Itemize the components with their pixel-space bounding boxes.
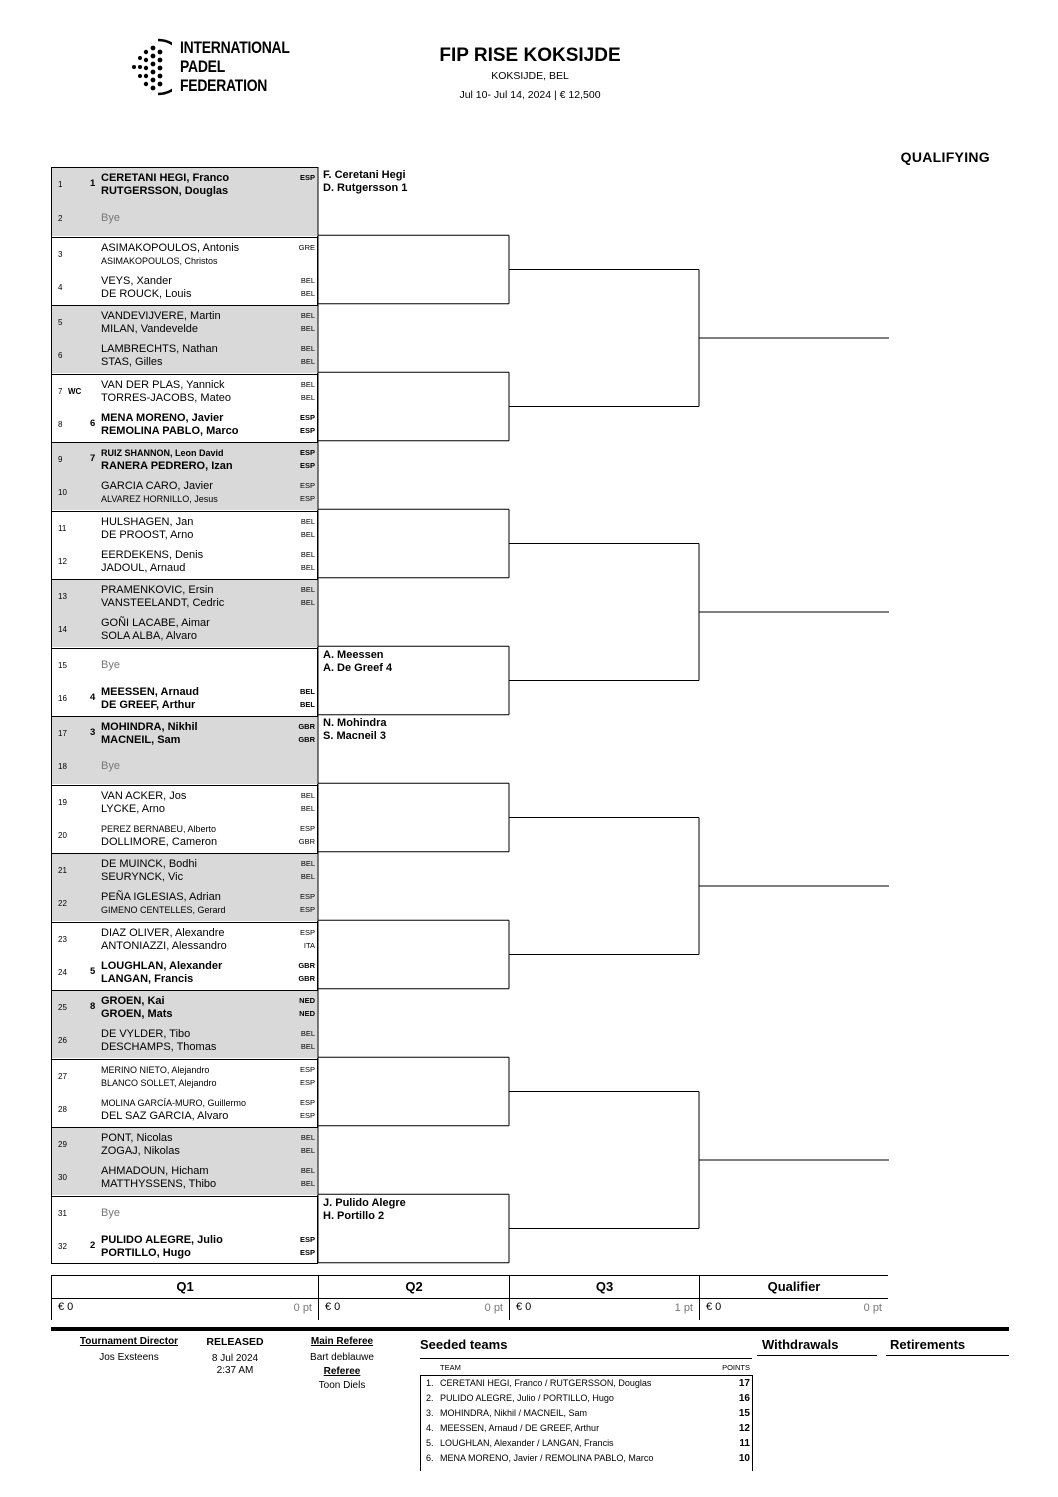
player-2-name: ASIMAKOPOULOS, Christos bbox=[101, 255, 218, 266]
player-1-country: BEL bbox=[300, 549, 315, 559]
player-2-name: MATTHYSSENS, Thibo bbox=[101, 1178, 217, 1191]
player-1-name: VANDEVIJVERE, Martin bbox=[101, 310, 221, 322]
player-1-name: VAN ACKER, Jos bbox=[101, 789, 187, 802]
seeded-team-name: MEESSEN, Arnaud / DE GREEF, Arthur bbox=[440, 1423, 600, 1433]
player-1-name: MOLINA GARCÍA-MURO, Guillermo bbox=[101, 1097, 247, 1108]
footer-rule bbox=[51, 1327, 1009, 1331]
player-1-name: PONT, Nicolas bbox=[101, 1132, 173, 1144]
player-2-name: ANTONIAZZI, Alessandro bbox=[101, 939, 227, 952]
round-prize-money: € 0 bbox=[516, 1301, 532, 1313]
slot-number: 21 bbox=[58, 866, 67, 875]
player-2-country: ESP bbox=[299, 494, 315, 504]
player-2-country: ESP bbox=[299, 1077, 315, 1087]
player-1-country: ESP bbox=[299, 823, 315, 833]
player-2-country: BEL bbox=[300, 699, 315, 709]
retirements-title: Retirements bbox=[890, 1337, 966, 1352]
round-points: 1 pt bbox=[674, 1302, 693, 1314]
round-name: Q2 bbox=[405, 1279, 423, 1294]
seed-index: 3. bbox=[426, 1408, 434, 1418]
seeded-team-row bbox=[420, 1421, 752, 1436]
player-2-country: BEL bbox=[300, 288, 315, 298]
player-2-country: BEL bbox=[300, 1146, 315, 1155]
slot-number: 30 bbox=[58, 1173, 67, 1183]
player-2-name: DEL SAZ GARCIA, Alvaro bbox=[101, 1109, 229, 1122]
winner-player-2: S. Macneil 3 bbox=[323, 730, 386, 742]
player-1-country: ESP bbox=[299, 927, 315, 937]
player-2-country: ESP bbox=[299, 1247, 315, 1257]
winner-player-2: A. De Greef 4 bbox=[323, 661, 393, 674]
player-2-name: MACNEIL, Sam bbox=[101, 734, 181, 746]
points-column-header: POINTS bbox=[722, 1363, 750, 1372]
player-2-name: SOLA ALBA, Alvaro bbox=[101, 630, 198, 643]
player-2-country: BEL bbox=[300, 357, 315, 367]
slot-number: 10 bbox=[58, 488, 67, 498]
player-1-name: PULIDO ALEGRE, Julio bbox=[101, 1233, 223, 1246]
seeded-team-points: 10 bbox=[738, 1453, 750, 1464]
slot-number: 8 bbox=[58, 419, 63, 429]
round-divider bbox=[52, 1298, 318, 1299]
slot-number: 22 bbox=[58, 899, 67, 909]
player-1-country: ESP bbox=[299, 412, 315, 422]
player-1-name: RUIZ SHANNON, Leon David bbox=[101, 448, 224, 458]
released-label: RELEASED bbox=[206, 1336, 264, 1348]
player-1-country: BEL bbox=[300, 686, 315, 696]
referee-name: Toon Diels bbox=[318, 1380, 366, 1391]
seeded-team-name: MENA MORENO, Javier / REMOLINA PABLO, Marco bbox=[440, 1453, 654, 1463]
player-1-name: GOÑI LACABE, Aimar bbox=[101, 617, 210, 630]
player-2-name: LYCKE, Arno bbox=[101, 802, 165, 815]
slot-number: 31 bbox=[58, 1208, 67, 1218]
player-1-country: NED bbox=[299, 996, 315, 1005]
winner-player-1: A. Meessen bbox=[323, 648, 384, 661]
player-2-country: NED bbox=[299, 1009, 315, 1018]
player-1-country: ESP bbox=[299, 448, 315, 457]
slot-number: 17 bbox=[58, 729, 67, 738]
q2-winner bbox=[323, 649, 392, 675]
seeded-team-points: 12 bbox=[738, 1423, 750, 1434]
player-1-country: BEL bbox=[300, 790, 315, 800]
player-1-country: ESP bbox=[299, 892, 315, 902]
seed-number: 6 bbox=[90, 417, 96, 429]
slot-number: 24 bbox=[58, 967, 67, 977]
bye-label: Bye bbox=[101, 658, 120, 671]
director-name: Jos Exsteens bbox=[99, 1352, 159, 1363]
tournament-title: FIP RISE KOKSIJDE bbox=[439, 45, 621, 66]
player-1-country: BEL bbox=[300, 1029, 315, 1039]
winner-player-1: J. Pulido Alegre bbox=[323, 1196, 406, 1209]
player-1-name: CERETANI HEGI, Franco bbox=[101, 172, 230, 184]
slot-number: 14 bbox=[58, 625, 67, 635]
seeded-team-row bbox=[420, 1406, 752, 1421]
player-1-country: GBR bbox=[298, 722, 315, 731]
tournament-director bbox=[66, 1336, 192, 1363]
slot-number: 23 bbox=[58, 934, 67, 944]
player-1-country: BEL bbox=[300, 275, 315, 285]
seeded-team-points: 17 bbox=[738, 1378, 750, 1389]
player-1-country: BEL bbox=[300, 1133, 315, 1142]
player-2-country: BEL bbox=[300, 392, 315, 402]
player-2-name: DE ROUCK, Louis bbox=[101, 287, 192, 300]
slot-number: 26 bbox=[58, 1036, 67, 1046]
round-cell bbox=[699, 1276, 888, 1320]
player-1-name: EERDEKENS, Denis bbox=[101, 548, 204, 561]
slot-number: 16 bbox=[58, 693, 67, 703]
seeded-team-row bbox=[420, 1391, 752, 1406]
player-1-name: GARCIA CARO, Javier bbox=[101, 480, 213, 493]
round-divider bbox=[700, 1298, 888, 1299]
player-2-name: DOLLIMORE, Cameron bbox=[101, 835, 218, 848]
player-2-country: ESP bbox=[299, 425, 315, 435]
draw-stage-label: QUALIFYING bbox=[900, 149, 990, 165]
q2-winner bbox=[323, 717, 387, 743]
seed-number: 7 bbox=[90, 453, 96, 464]
logo-line-1: INTERNATIONAL bbox=[180, 38, 290, 57]
player-1-name: ASIMAKOPOULOS, Antonis bbox=[101, 241, 240, 254]
player-2-name: MILAN, Vandevelde bbox=[101, 323, 199, 335]
player-2-name: ALVAREZ HORNILLO, Jesus bbox=[101, 494, 218, 505]
withdrawals-rule bbox=[757, 1355, 877, 1356]
player-1-country: BEL bbox=[300, 1166, 315, 1176]
player-1-country: BEL bbox=[300, 585, 315, 594]
player-2-name: DESCHAMPS, Thomas bbox=[101, 1041, 217, 1054]
slot-number: 2 bbox=[58, 214, 63, 224]
player-1-name: GROEN, Kai bbox=[101, 995, 165, 1007]
player-2-name: DE PROOST, Arno bbox=[101, 528, 194, 541]
winner-player-2: D. Rutgersson 1 bbox=[323, 182, 408, 194]
player-2-country: ITA bbox=[303, 940, 315, 950]
player-1-name: VAN DER PLAS, Yannick bbox=[101, 378, 225, 391]
seeded-team-row bbox=[420, 1451, 752, 1466]
director-label: Tournament Director bbox=[79, 1336, 179, 1347]
player-2-name: STAS, Gilles bbox=[101, 356, 163, 369]
player-1-country: ESP bbox=[299, 1097, 315, 1107]
seeded-team-row bbox=[420, 1436, 752, 1451]
seed-number: 4 bbox=[90, 691, 96, 703]
tournament-dates: Jul 10- Jul 14, 2024 | € 12,500 bbox=[459, 89, 601, 101]
player-2-country: BEL bbox=[300, 872, 315, 881]
main-referee-label: Main Referee bbox=[310, 1336, 374, 1347]
slot-number: 27 bbox=[58, 1071, 67, 1081]
seeded-team-name: PULIDO ALEGRE, Julio / PORTILLO, Hugo bbox=[440, 1393, 614, 1403]
player-1-country: BEL bbox=[300, 379, 315, 389]
player-2-country: BEL bbox=[300, 803, 315, 813]
player-2-country: BEL bbox=[300, 529, 315, 539]
player-1-name: MENA MORENO, Javier bbox=[101, 411, 224, 424]
player-2-country: ESP bbox=[299, 1110, 315, 1120]
winner-player-1: F. Ceretani Hegi bbox=[323, 169, 406, 181]
slot-number: 19 bbox=[58, 797, 67, 807]
player-1-name: PRAMENKOVIC, Ersin bbox=[101, 584, 214, 596]
seed-index: 5. bbox=[426, 1438, 434, 1448]
team-column-header: TEAM bbox=[440, 1363, 461, 1372]
round-cell bbox=[51, 1276, 318, 1320]
slot-number: 4 bbox=[58, 282, 63, 292]
round-prize-money: € 0 bbox=[706, 1301, 722, 1313]
player-1-name: DE VYLDER, Tibo bbox=[101, 1028, 191, 1041]
player-1-country: ESP bbox=[299, 1064, 315, 1074]
slot-number: 7 bbox=[58, 386, 63, 396]
player-2-name: DE GREEF, Arthur bbox=[101, 698, 196, 711]
release-info bbox=[195, 1336, 275, 1376]
slot-number: 32 bbox=[58, 1241, 67, 1251]
round-prize-table bbox=[51, 1275, 888, 1320]
seed-index: 2. bbox=[426, 1393, 434, 1403]
q2-winner bbox=[323, 1197, 406, 1223]
player-1-name: DIAZ OLIVER, Alexandre bbox=[101, 926, 225, 939]
player-1-name: DE MUINCK, Bodhi bbox=[101, 858, 197, 870]
player-2-name: REMOLINA PABLO, Marco bbox=[101, 424, 239, 437]
player-1-name: MOHINDRA, Nikhil bbox=[101, 721, 198, 733]
player-1-name: MERINO NIETO, Alejandro bbox=[101, 1064, 210, 1075]
seed-number: 5 bbox=[90, 965, 96, 977]
bye-label: Bye bbox=[101, 760, 120, 773]
player-1-country: GRE bbox=[298, 242, 315, 252]
seed-number: 2 bbox=[90, 1239, 96, 1251]
slot-number: 25 bbox=[58, 1003, 67, 1012]
seeded-team-points: 15 bbox=[738, 1408, 750, 1419]
player-2-country: GBR bbox=[298, 735, 315, 744]
slot-number: 9 bbox=[58, 455, 63, 464]
player-1-country: BEL bbox=[300, 859, 315, 868]
player-2-name: VANSTEELANDT, Cedric bbox=[101, 597, 225, 609]
player-1-country: ESP bbox=[299, 481, 315, 491]
player-2-country: BEL bbox=[300, 562, 315, 572]
slot-number: 1 bbox=[58, 180, 63, 189]
round-divider bbox=[510, 1298, 699, 1299]
player-2-country: GBR bbox=[298, 836, 315, 846]
player-2-name: GIMENO CENTELLES, Gerard bbox=[101, 905, 226, 916]
player-1-name: HULSHAGEN, Jan bbox=[101, 515, 194, 528]
round-prize-money: € 0 bbox=[325, 1301, 341, 1313]
round-points: 0 pt bbox=[863, 1302, 882, 1314]
seed-number: 8 bbox=[90, 1001, 96, 1012]
round-name: Q1 bbox=[176, 1279, 194, 1294]
player-2-name: BLANCO SOLLET, Alejandro bbox=[101, 1077, 217, 1088]
player-1-name: MEESSEN, Arnaud bbox=[101, 685, 199, 698]
player-2-name: TORRES-JACOBS, Mateo bbox=[101, 391, 231, 404]
player-2-name: RUTGERSSON, Douglas bbox=[101, 185, 229, 197]
seed-index: 6. bbox=[426, 1453, 434, 1463]
slot-number: 5 bbox=[58, 318, 63, 327]
player-2-country: BEL bbox=[300, 324, 315, 333]
released-date: 8 Jul 2024 bbox=[211, 1353, 259, 1364]
slot-number: 3 bbox=[58, 249, 63, 259]
round-name: Q3 bbox=[595, 1279, 614, 1294]
player-1-country: GBR bbox=[298, 960, 315, 970]
round-prize-money: € 0 bbox=[58, 1301, 74, 1313]
slot-number: 11 bbox=[58, 523, 67, 533]
player-1-name: PEÑA IGLESIAS, Adrian bbox=[101, 891, 221, 904]
winner-player-1: N. Mohindra bbox=[323, 717, 387, 729]
withdrawals-title: Withdrawals bbox=[762, 1337, 839, 1352]
player-1-name: LOUGHLAN, Alexander bbox=[101, 959, 223, 972]
slot-number: 15 bbox=[58, 660, 67, 670]
seeded-teams-table bbox=[420, 1358, 752, 1466]
player-2-country: ESP bbox=[299, 905, 315, 915]
player-1-name: VEYS, Xander bbox=[101, 274, 172, 287]
slot-number: 28 bbox=[58, 1104, 67, 1114]
seed-number: 3 bbox=[90, 727, 96, 738]
q2-winner bbox=[323, 169, 407, 195]
seeded-team-points: 11 bbox=[739, 1438, 750, 1449]
slot-number: 29 bbox=[58, 1140, 67, 1149]
seeded-team-name: LOUGHLAN, Alexander / LANGAN, Francis bbox=[440, 1438, 614, 1448]
player-2-name: ZOGAJ, Nikolas bbox=[101, 1145, 180, 1157]
seed-number: 1 bbox=[90, 178, 96, 189]
seeded-team-row bbox=[420, 1376, 752, 1391]
player-2-name: PORTILLO, Hugo bbox=[101, 1246, 191, 1259]
round-cell bbox=[509, 1276, 699, 1320]
retirements-rule bbox=[886, 1355, 1009, 1356]
player-2-name: GROEN, Mats bbox=[101, 1008, 173, 1020]
bye-label: Bye bbox=[101, 212, 120, 225]
slot-number: 12 bbox=[58, 556, 67, 566]
tournament-location: KOKSIJDE, BEL bbox=[491, 70, 569, 82]
round-points: 0 pt bbox=[484, 1302, 503, 1314]
player-2-name: LANGAN, Francis bbox=[101, 972, 194, 985]
player-1-country: BEL bbox=[300, 344, 315, 354]
referee-label: Referee bbox=[323, 1366, 361, 1377]
seed-index: 4. bbox=[426, 1423, 434, 1433]
round-name: Qualifier bbox=[767, 1279, 821, 1294]
main-referee-name: Bart deblauwe bbox=[310, 1352, 374, 1363]
released-time: 2:37 AM bbox=[216, 1365, 254, 1376]
player-1-country: BEL bbox=[300, 516, 315, 526]
seeded-table-header bbox=[420, 1359, 752, 1376]
player-2-name: SEURYNCK, Vic bbox=[101, 871, 184, 883]
player-2-name: JADOUL, Arnaud bbox=[101, 561, 186, 574]
seeded-table-right-border bbox=[752, 1375, 753, 1471]
logo-line-3: FEDERATION bbox=[180, 76, 268, 95]
player-1-name: PEREZ BERNABEU, Alberto bbox=[101, 823, 217, 834]
player-1-name: LAMBRECHTS, Nathan bbox=[101, 343, 218, 356]
slot-number: 13 bbox=[58, 592, 67, 601]
slot-number: 6 bbox=[58, 351, 63, 361]
player-2-country: GBR bbox=[298, 973, 315, 983]
player-2-country: BEL bbox=[300, 1179, 315, 1189]
seed-index: 1. bbox=[426, 1378, 434, 1388]
round-cell bbox=[318, 1276, 509, 1320]
player-1-country: ESP bbox=[299, 173, 315, 182]
logo-line-2: PADEL bbox=[180, 57, 225, 76]
player-1-country: BEL bbox=[300, 311, 315, 320]
slot-number: 18 bbox=[58, 762, 67, 772]
slot-number: 20 bbox=[58, 830, 67, 840]
bye-label: Bye bbox=[101, 1206, 120, 1219]
wildcard-badge: WC bbox=[68, 386, 82, 396]
round-points: 0 pt bbox=[293, 1302, 312, 1314]
seeded-table-left-border bbox=[420, 1375, 421, 1471]
winner-player-2: H. Portillo 2 bbox=[323, 1209, 385, 1222]
seeded-teams-title: Seeded teams bbox=[420, 1337, 508, 1352]
player-2-name: RANERA PEDRERO, Izan bbox=[101, 460, 233, 472]
seeded-team-name: CERETANI HEGI, Franco / RUTGERSSON, Douglas bbox=[440, 1378, 652, 1388]
seeded-team-points: 16 bbox=[738, 1393, 750, 1404]
seeded-team-name: MOHINDRA, Nikhil / MACNEIL, Sam bbox=[440, 1408, 588, 1418]
player-1-country: ESP bbox=[299, 1234, 315, 1244]
player-2-country: BEL bbox=[300, 1042, 315, 1052]
seeded-rows bbox=[420, 1376, 752, 1466]
referees bbox=[292, 1336, 392, 1391]
player-1-name: AHMADOUN, Hicham bbox=[101, 1165, 209, 1178]
round-divider bbox=[319, 1298, 509, 1299]
player-2-country: ESP bbox=[299, 461, 315, 470]
player-2-country: BEL bbox=[300, 598, 315, 607]
